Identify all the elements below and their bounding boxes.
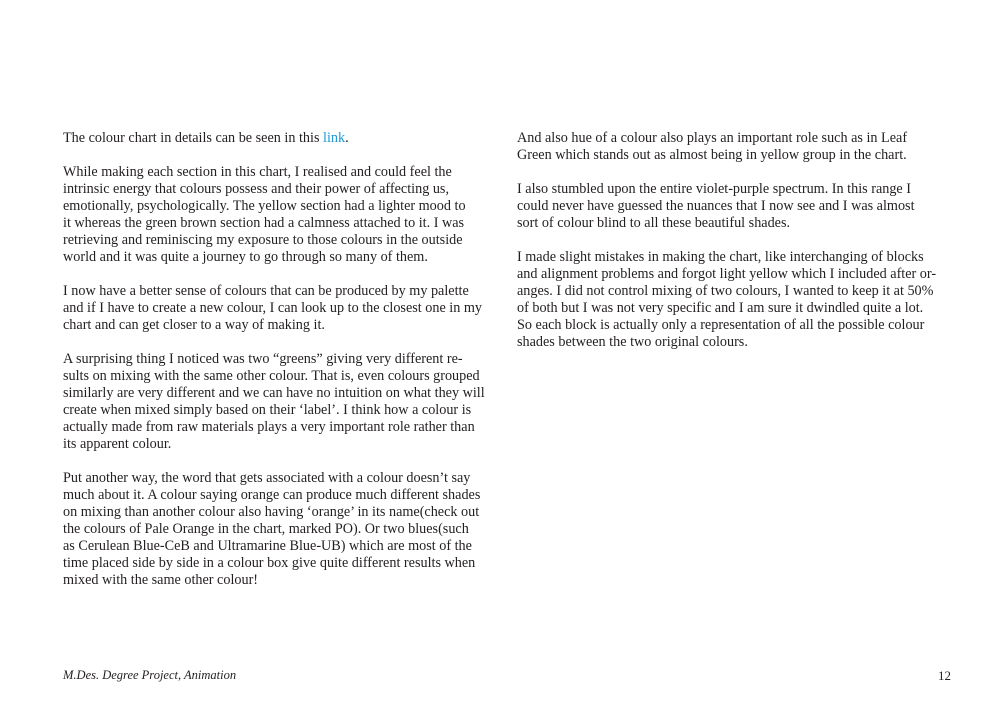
text-line: on mixing than another colour also having ‘orange’ in its name(check out <box>63 504 480 520</box>
text-line: I now have a better sense of colours that can be produced by my palette <box>63 283 469 299</box>
page-number: 12 <box>938 668 951 683</box>
text-line: emotionally, psychologically. The yellow section had a lighter mood to <box>63 198 466 214</box>
text-line: time placed side by side in a colour box give quite different results when <box>63 555 476 571</box>
intro-text-end: . <box>345 130 349 146</box>
text-line: it whereas the green brown section had a calmness attached to it. I was <box>63 215 465 231</box>
paragraph-greens <box>63 351 491 453</box>
text-line: sort of colour blind to all these beautiful shades. <box>517 215 791 231</box>
text-line: and if I have to create a new colour, I can look up to the closest one in my <box>63 300 483 316</box>
text-line: Green which stands out as almost being in yellow group in the chart. <box>517 147 907 163</box>
text-line: shades between the two original colours. <box>517 334 748 350</box>
text-line: the colours of Pale Orange in the chart, marked PO). Or two blues(such <box>63 521 469 537</box>
left-column <box>63 130 491 606</box>
text-line: and alignment problems and forgot light yellow which I included after or- <box>517 266 937 282</box>
text-line: So each block is actually only a representation of all the possible colour <box>517 317 925 333</box>
paragraph-section-feelings <box>63 164 491 266</box>
text-line: I made slight mistakes in making the chart, like interchanging of blocks <box>517 249 924 265</box>
text-line: While making each section in this chart, I realised and could feel the <box>63 164 452 180</box>
text-line: world and it was quite a journey to go through so many of them. <box>63 249 428 265</box>
text-line: chart and can get closer to a way of making it. <box>63 317 325 333</box>
text-line: actually made from raw materials plays a very important role rather than <box>63 419 475 435</box>
paragraph-hue <box>517 130 947 164</box>
text-line: mixed with the same other colour! <box>63 572 259 588</box>
text-line: as Cerulean Blue-CeB and Ultramarine Blue-UB) which are most of the <box>63 538 472 554</box>
paragraph-palette <box>63 283 491 334</box>
text-line: intrinsic energy that colours possess and their power of affecting us, <box>63 181 449 197</box>
text-line: Put another way, the word that gets associated with a colour doesn’t say <box>63 470 471 486</box>
text-line: And also hue of a colour also plays an important role such as in Leaf <box>517 130 908 146</box>
footer-project-title: M.Des. Degree Project, Animation <box>63 668 237 682</box>
paragraph-violet-spectrum <box>517 181 947 232</box>
text-line: retrieving and reminiscing my exposure to those colours in the outside <box>63 232 463 248</box>
text-line: could never have guessed the nuances that I now see and I was almost <box>517 198 915 214</box>
paragraph-colour-names <box>63 470 491 589</box>
text-line: sults on mixing with the same other colour. That is, even colours grouped <box>63 368 480 384</box>
text-line: similarly are very different and we can have no intuition on what they will <box>63 385 485 401</box>
text-line: much about it. A colour saying orange can produce much different shades <box>63 487 481 503</box>
intro-paragraph <box>63 130 491 147</box>
text-line: anges. I did not control mixing of two colours, I wanted to keep it at 50% <box>517 283 934 299</box>
chart-link[interactable]: link <box>323 130 346 146</box>
text-line: create when mixed simply based on their ‘label’. I think how a colour is <box>63 402 472 418</box>
text-line: of both but I was not very specific and I am sure it dwindled quite a lot. <box>517 300 924 316</box>
intro-text: The colour chart in details can be seen in this <box>63 130 324 146</box>
text-line: A surprising thing I noticed was two “greens” giving very different re- <box>63 351 463 367</box>
paragraph-mistakes <box>517 249 947 351</box>
text-line: its apparent colour. <box>63 436 172 452</box>
right-column <box>517 130 947 368</box>
text-line: I also stumbled upon the entire violet-purple spectrum. In this range I <box>517 181 911 197</box>
